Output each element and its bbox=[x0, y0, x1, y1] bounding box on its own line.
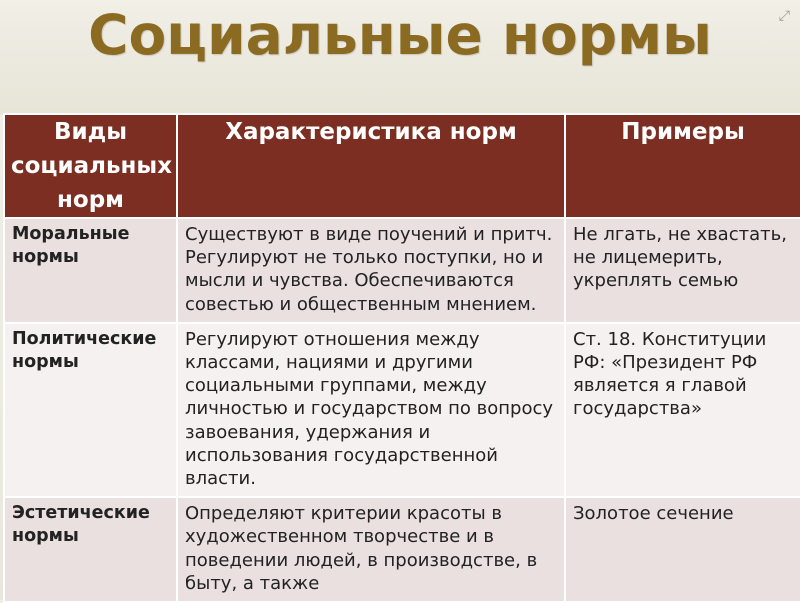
header-characteristics: Характеристика норм bbox=[177, 114, 565, 218]
table-header-row bbox=[4, 114, 800, 218]
norm-example-cell: Не лгать, не хвастать, не лицемерить, укреплять семью bbox=[565, 218, 800, 323]
table-row-aesthetic bbox=[4, 497, 800, 602]
expand-icon[interactable]: ⤢ bbox=[778, 8, 790, 24]
header-examples: Примеры bbox=[565, 114, 800, 218]
norm-example-cell: Золотое сечение bbox=[565, 497, 800, 602]
slide-title: Социальные нормы bbox=[88, 3, 712, 67]
table-row-political bbox=[4, 323, 800, 497]
norms-table bbox=[3, 113, 800, 603]
norm-type-cell: Эстетические нормы bbox=[4, 497, 177, 602]
norm-example-cell: Ст. 18. Конституции РФ: «Президент РФ является я главой государства» bbox=[565, 323, 800, 497]
norm-type-cell: Моральные нормы bbox=[4, 218, 177, 323]
norm-type-cell: Политические нормы bbox=[4, 323, 177, 497]
norm-characteristic-cell: Определяют критерии красоты в художественном творчестве и в поведении людей, в производстве, в быту, а также bbox=[177, 497, 565, 602]
norm-characteristic-cell: Существуют в виде поучений и притч. Регулируют не только поступки, но и мысли и чувства. Обеспечиваются совестью и общественным мнением. bbox=[177, 218, 565, 323]
header-types: Виды социальных норм bbox=[4, 114, 177, 218]
norm-characteristic-cell: Регулируют отношения между классами, нациями и другими социальными группами, между личностью и государством по вопросу завоевания, удержания и использования государственной власти. bbox=[177, 323, 565, 497]
table-row-moral bbox=[4, 218, 800, 323]
